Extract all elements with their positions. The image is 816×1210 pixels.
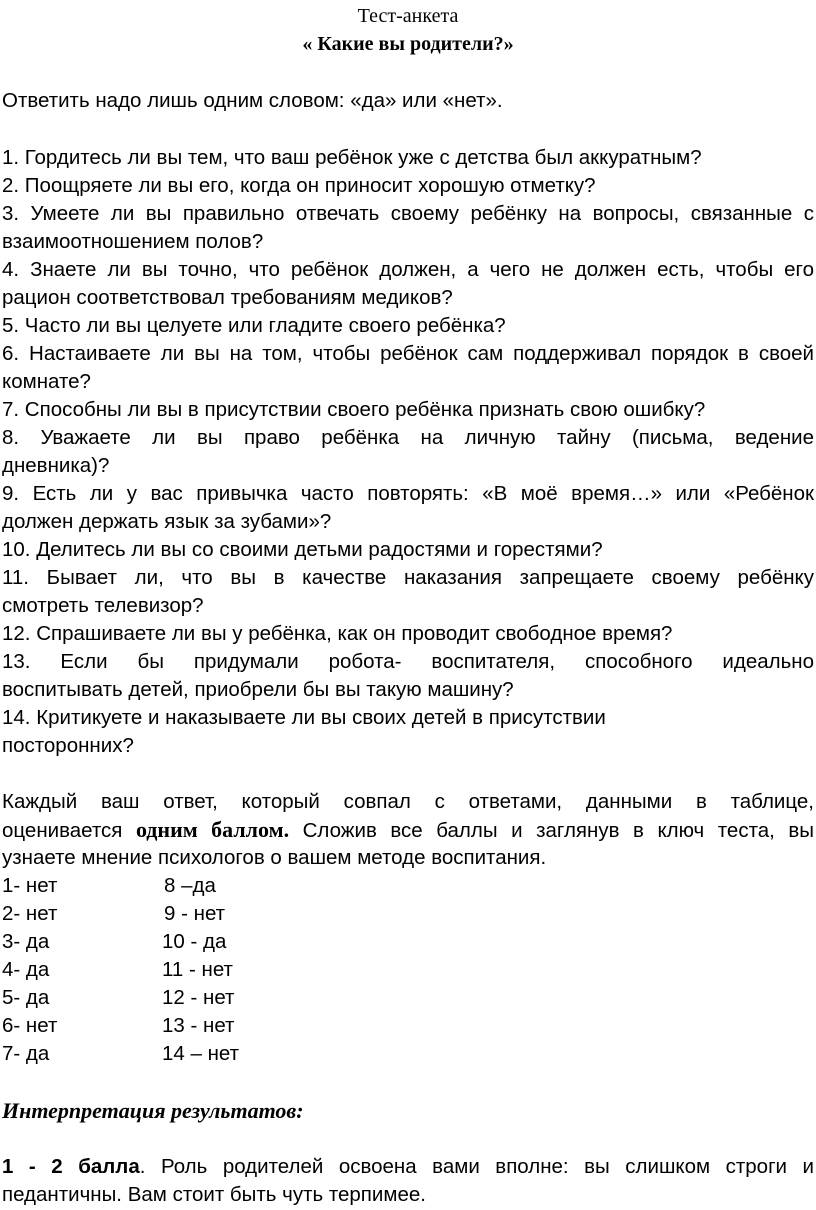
question-14-line-2: посторонних? (2, 734, 134, 757)
document-subtitle: « Какие вы родители?» (302, 33, 514, 55)
scoring-line-2 (2, 816, 814, 845)
question-4-line-1: 4. Знаете ли вы точно, что ребёнок должен, а чего не должен есть, чтобы его (2, 258, 814, 281)
question-12: 12. Спрашиваете ли вы у ребёнка, как он проводит свободное время? (2, 622, 673, 645)
question-1: 1. Гордитесь ли вы тем, что ваш ребёнок уже с детства был аккуратным? (2, 146, 702, 169)
interpretation-result-text: . Роль родителей освоена вами вполне: вы слишком строги и (139, 1155, 814, 1178)
scoring-line-2-post: Сложив все баллы и заглянув в ключ теста, вы (289, 819, 815, 842)
interpretation-score-range: 1 - 2 балла (2, 1155, 140, 1178)
question-13-line-2: воспитывать детей, приобрели бы вы такую машину? (2, 678, 514, 701)
question-3-line-2: взаимоотношением полов? (2, 230, 264, 253)
question-8-line-2: дневника)? (2, 454, 110, 477)
key-item: 13 - нет (162, 1014, 235, 1037)
scoring-line-3: узнаете мнение психологов о вашем методе воспитания. (2, 846, 547, 869)
interpretation-result-line-2: педантичны. Вам стоит быть чуть терпимее. (2, 1183, 426, 1206)
document-title: Тест-анкета (357, 5, 459, 27)
question-6-line-1: 6. Настаиваете ли вы на том, чтобы ребёнок сам поддерживал порядок в своей (2, 342, 814, 365)
scoring-line-1: Каждый ваш ответ, который совпал с ответами, данными в таблице, (2, 790, 814, 813)
question-10: 10. Делитесь ли вы со своими детьми радостями и горестями? (2, 538, 603, 561)
key-item: 5- да (2, 986, 50, 1009)
key-item: 12 - нет (162, 986, 235, 1009)
question-2: 2. Поощряете ли вы его, когда он приносит хорошую отметку? (2, 174, 596, 197)
question-5: 5. Часто ли вы целуете или гладите своего ребёнка? (2, 314, 506, 337)
key-item: 3- да (2, 930, 50, 953)
key-item: 9 - нет (164, 902, 226, 925)
question-9-line-2: должен держать язык за зубами»? (2, 510, 332, 533)
scoring-one-point: одним баллом. (135, 817, 290, 842)
key-item: 1- нет (2, 874, 58, 897)
scoring-line-2-pre: оценивается (2, 819, 136, 842)
question-8-line-1: 8. Уважаете ли вы право ребёнка на личную тайну (письма, ведение (2, 426, 814, 449)
key-item: 11 - нет (162, 958, 233, 981)
key-item: 6- нет (2, 1014, 58, 1037)
question-11-line-1: 11. Бывает ли, что вы в качестве наказания запрещаете своему ребёнку (2, 566, 814, 589)
question-6-line-2: комнате? (2, 370, 91, 393)
question-13-line-1: 13. Если бы придумали робота- воспитателя, способного идеально (2, 650, 814, 673)
question-14-line-1: 14. Критикуете и наказываете ли вы своих детей в присутствии (2, 706, 606, 729)
question-4-line-2: рацион соответствовал требованиям медиков? (2, 286, 453, 309)
interpretation-heading: Интерпретация результатов: (2, 1098, 304, 1123)
instruction-text: Ответить надо лишь одним словом: «да» или «нет». (2, 89, 503, 112)
key-item: 14 – нет (162, 1042, 240, 1065)
key-item: 2- нет (2, 902, 58, 925)
key-item: 8 –да (164, 874, 216, 897)
key-item: 4- да (2, 958, 50, 981)
key-item: 7- да (2, 1042, 50, 1065)
key-item: 10 - да (162, 930, 227, 953)
question-3-line-1: 3. Умеете ли вы правильно отвечать своему ребёнку на вопросы, связанные с (2, 202, 814, 225)
question-9-line-1: 9. Есть ли у вас привычка часто повторять: «В моё время…» или «Ребёнок (2, 482, 814, 505)
interpretation-result-line-1 (2, 1153, 814, 1181)
question-11-line-2: смотреть телевизор? (2, 594, 204, 617)
question-7: 7. Способны ли вы в присутствии своего ребёнка признать свою ошибку? (2, 398, 706, 421)
